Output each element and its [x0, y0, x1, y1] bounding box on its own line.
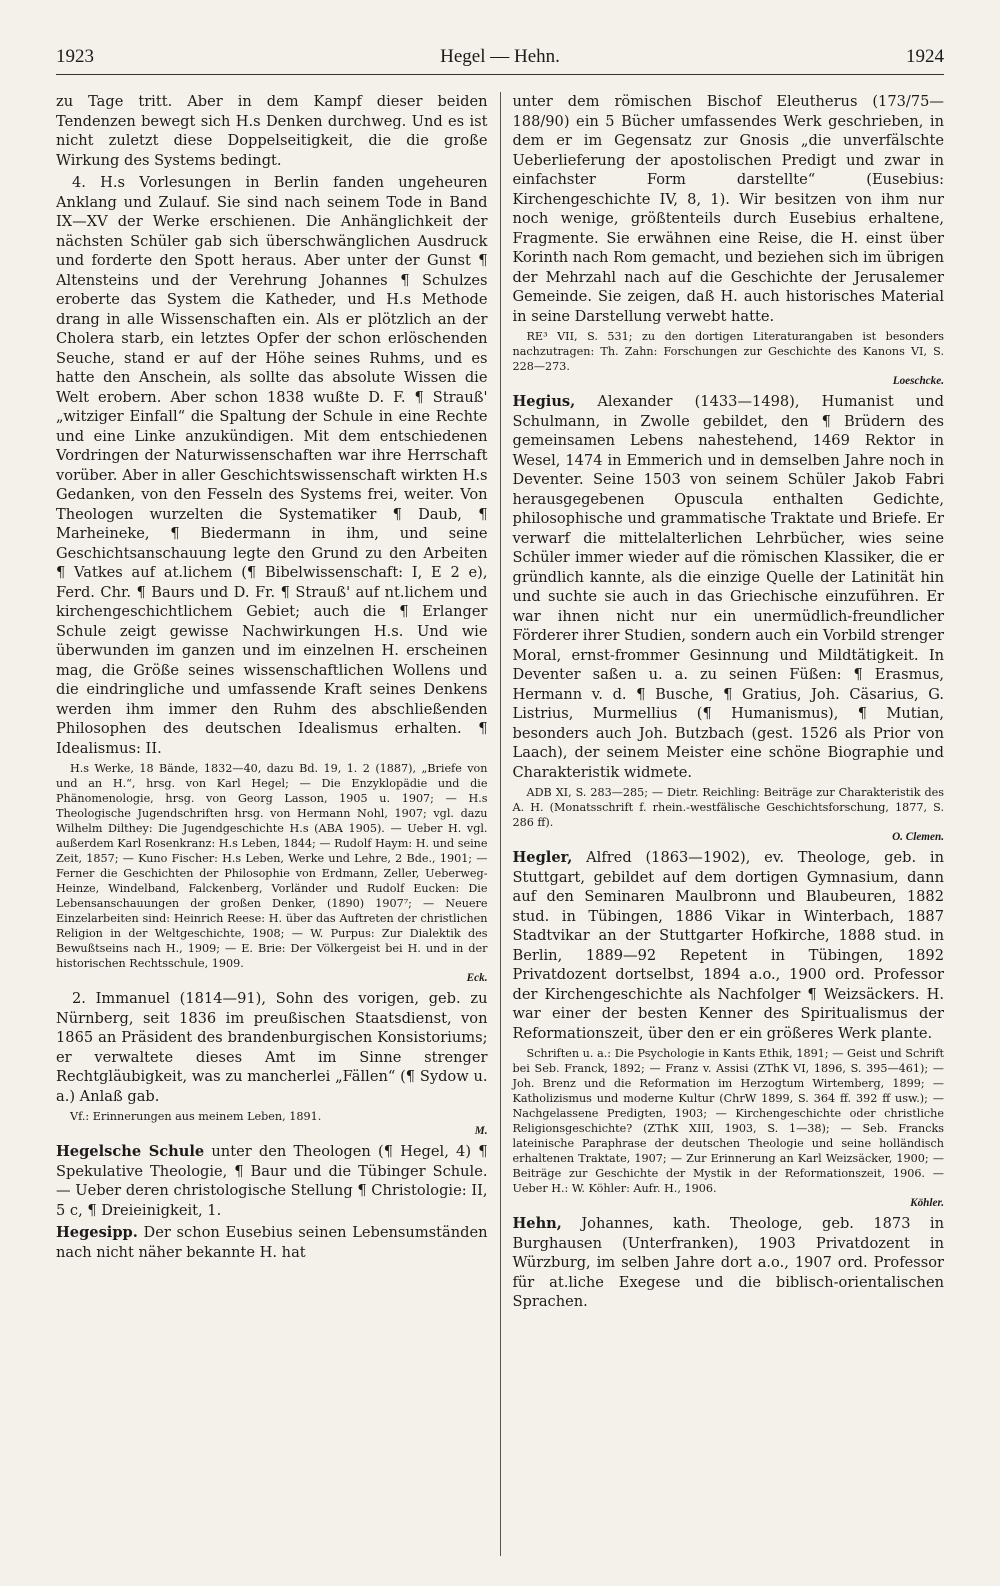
running-head: [56, 44, 944, 75]
body-paragraph: [56, 989, 488, 1106]
entry-headword: Hegius,: [512, 393, 576, 410]
paragraph-text: unter dem römischen Bischof Eleutherus (173/75—188/90) ein 5 Bücher umfassendes Werk geschrieben, in dem er im Gegensatz zur Gnosis „die unverfälschte Ueberlieferung der apostolischen Predigt und zwar in einfachster Form darstellte“ (Eusebius: Kirchengeschichte IV, 8, 1). Wir besitzen von ihm nur noch wenige, größtenteils durch Eusebius erhaltene, Fragmente. Sie erwähnen eine Reise, die H. einst über Korinth nach Rom gemacht, und beziehen sich im übrigen der Mehrzahl nach auf die Geschichte der Jerusalemer Gemeinde. Sie zeigen, daß H. auch historisches Material in seine Darstellung verwebt hatte.: [512, 93, 944, 325]
author-signature: Köhler.: [910, 1197, 944, 1209]
body-paragraph: [513, 92, 945, 326]
paragraph-text: 4. H.s Vorlesungen in Berlin fanden ungeheuren Anklang und Zulauf. Sie sind nach seinem Tode in Band IX—XV der Werke erschienen. Die Anhänglichkeit der nächsten Schüler gab sich überschwänglichen Ausdruck und forderte den Spott heraus. Aber unter der Gunst ¶ Altensteins und der Verehrung Johannes ¶ Schulzes eroberte das System die Katheder, und H.s Methode drang in alle Wissenschaften ein. Als er plötzlich an der Cholera starb, ein letztes Opfer der schon erlöschenden Seuche, stand er auf der Höhe seines Ruhms, und es hatte den Anschein, als sollte das absolute Wissen die Welt erobern. Aber schon 1838 wußte D. F. ¶ Strauß' „witziger Einfall“ die Spaltung der Schule in eine Rechte und eine Linke anzukündigen. Mit dem entschiedenen Vordringen der Naturwissenschaften war ihre Herrschaft vorüber. Aber in aller Geschichtswissenschaft wirkten H.s Gedanken, von den Fesseln des Systems frei, weiter. Von Theologen wurzelten die Systematiker ¶ Daub, ¶ Marheineke, ¶ Biedermann in ihm, und seine Geschichtsanschauung legte den Grund zu den Arbeiten ¶ Vatkes auf at.lichem (¶ Bibelwissenschaft: I, E 2 e), Ferd. Chr. ¶ Baurs und D. Fr. ¶ Strauß' auf nt.lichem und kirchengeschichtlichem Gebiet; auch die ¶ Erlanger Schule zeigt gewisse Nachwirkungen H.s. Und wie überwunden im ganzen und im einzelnen H. erscheinen mag, die Größe seines wissenschaftlichen Wollens und die eindringliche und umfassende Kraft seines Denkens werden ihm immer den Ruhm des abschließenden Philosophen des deutschen Idealismus erhalten. ¶ Idealismus: II.: [56, 174, 488, 757]
body-paragraph: [56, 1223, 488, 1262]
page-number-right: 1924: [906, 46, 944, 67]
paragraph-text: Alexander (1433—1498), Humanist und Schulmann, in Zwolle gebildet, den ¶ Brüdern des gemeinsamen Lebens nahestehend, 1469 Rektor in Wesel, 1474 in Emmerich und in demselben Jahre noch in Deventer. Seine 1503 von seinem Schüler Jakob Fabri herausgegebenen Opuscula enthalten Gedichte, philosophische und grammatische Traktate und Briefe. Er verwarf die mittelalterlichen Lehrbücher, wies seine Schüler immer wieder auf die römischen Klassiker, die er gründlich kannte, als die einzige Quelle der Latinität hin und suchte sie auch in das Griechische einzuführen. Er war ihnen nicht nur ein unermüdlich-freundlicher Förderer ihrer Studien, sondern auch ein Vorbild strenger Moral, ernst-frommer Gesinnung und Mildtätigkeit. In Deventer saßen u. a. zu seinen Füßen: ¶ Erasmus, Hermann v. d. ¶ Busche, ¶ Gratius, Joh. Cäsarius, G. Listrius, Murmellius (¶ Humanismus), ¶ Mutian, besonders auch Joh. Butzbach (gest. 1526 als Prior von Laach), der seinem Meister eine schöne Biographie und Charakteristik widmete.: [512, 393, 944, 781]
paragraph-text: ADB XI, S. 283—285; — Dietr. Reichling: Beiträge zur Charakteristik des A. H. (Monatsschrift f. rhein.-westfälische Geschichtsforschung, 1877, S. 286 ff).: [512, 786, 944, 829]
entry-headword: Hegesipp.: [56, 1224, 138, 1241]
paragraph-text: zu Tage tritt. Aber in dem Kampf dieser beiden Tendenzen bewegt sich H.s Denken durchweg. Und es ist nicht zuletzt diese Doppelseitigkeit, die die große Wirkung des Systems bedingt.: [56, 93, 488, 169]
paragraph-text: Johannes, kath. Theologe, geb. 1873 in Burghausen (Unterfranken), 1903 Privatdozent in Würzburg, im selben Jahre dort a.o., 1907 ord. Professor für at.liche Exegese und die biblisch-orientalischen Sprachen.: [512, 1215, 944, 1310]
author-signature: O. Clemen.: [892, 831, 944, 843]
body-paragraph: [56, 92, 488, 170]
body-paragraph: [56, 1142, 488, 1220]
author-signature: Eck.: [466, 972, 488, 984]
body-paragraph: [513, 1214, 945, 1312]
body-paragraph: [513, 848, 945, 1043]
body-paragraph: [513, 392, 945, 782]
running-title: Hegel — Hehn.: [440, 46, 560, 67]
paragraph-text: unter den Theologen (¶ Hegel, 4) ¶ Spekulative Theologie, ¶ Baur und die Tübinger Schule. — Ueber deren christologische Stellung ¶ Christologie: II, 5 c, ¶ Dreieinigkeit, 1.: [56, 1143, 488, 1219]
paragraph-text: Alfred (1863—1902), ev. Theologe, geb. in Stuttgart, gebildet auf dem dortigen Gymnasium, dann auf den Seminaren Maulbronn und Blaubeuren, 1882 stud. in Tübingen, 1886 Vikar in Winterbach, 1887 Stadtvikar an der Stuttgarter Hofkirche, 1888 stud. in Berlin, 1889—92 Repetent in Tübingen, 1892 Privatdozent dortselbst, 1894 a.o., 1900 ord. Professor der Kirchengeschichte als Nachfolger ¶ Weizsäckers. H. war einer der besten Kenner des Spiritualismus der Reformationszeit, über den er ein größeres Werk plante.: [512, 849, 944, 1042]
bibliography-paragraph: [513, 329, 945, 389]
text-columns: [56, 92, 944, 1556]
entry-headword: Hehn,: [512, 1215, 562, 1232]
bibliography-paragraph: [56, 761, 488, 986]
paragraph-text: RE³ VII, S. 531; zu den dortigen Literaturangaben ist besonders nachzutragen: Th. Zahn: Forschungen zur Geschichte des Kanons VI, S. 228—273.: [512, 330, 944, 373]
entry-headword: Hegler,: [512, 849, 573, 866]
bibliography-paragraph: [513, 785, 945, 845]
paragraph-text: Schriften u. a.: Die Psychologie in Kants Ethik, 1891; — Geist und Schrift bei Seb. Franck, 1892; — Franz v. Assisi (ZThK VI, 1896, S. 395—461); — Joh. Brenz und die Reformation im Herzogtum Wirtemberg, 1899; — Katholizismus und moderne Kultur (ChrW 1899, S. 364 ff. 392 ff usw.); — Nachgelassene Predigten, 1903; — Kirchengeschichte oder christliche Religionsgeschichte? (ZThK XIII, 1903, S. 1—38); — Seb. Francks lateinische Paraphrase der deutschen Theologie und seine holländisch erhaltenen Traktate, 1907; — Zur Erinnerung an Karl Weizsäcker, 1900; — Beiträge zur Geschichte der Mystik in der Reformationszeit, 1906. — Ueber H.: W. Köhler: Aufr. H., 1906.: [512, 1047, 944, 1195]
bibliography-paragraph: [56, 1109, 488, 1139]
author-signature: M.: [474, 1125, 488, 1137]
author-signature: Loeschcke.: [892, 375, 944, 387]
body-paragraph: [56, 173, 488, 758]
page-number-left: 1923: [56, 46, 94, 67]
right-column: [501, 92, 945, 1556]
left-column: [56, 92, 501, 1556]
paragraph-text: 2. Immanuel (1814—91), Sohn des vorigen, geb. zu Nürnberg, seit 1836 im preußischen Staatsdienst, von 1865 an Präsident des brandenburgischen Konsistoriums; er verwaltete dieses Amt im Sinne strenger Rechtgläubigkeit, was zu mancherlei „Fällen“ (¶ Sydow u. a.) Anlaß gab.: [56, 990, 488, 1105]
paragraph-text: H.s Werke, 18 Bände, 1832—40, dazu Bd. 19, 1. 2 (1887), „Briefe von und an H.“, hrsg. von Karl Hegel; — Die Enzyklopädie und die Phänomenologie, hrsg. von Georg Lasson, 1905 u. 1907; — H.s Theologische Jugendschriften hrsg. von Hermann Nohl, 1907; vgl. dazu Wilhelm Dilthey: Die Jugendgeschichte H.s (ABA 1905). — Ueber H. vgl. außerdem Karl Rosenkranz: H.s Leben, 1844; — Rudolf Haym: H. und seine Zeit, 1857; — Kuno Fischer: H.s Leben, Werke und Lehre, 2 Bde., 1901; — Ferner die Geschichten der Philosophie von Erdmann, Zeller, Ueberweg-Heinze, Windelband, Falckenberg, Vorländer und Rudolf Eucken: Die Lebensanschauungen der großen Denker, (1890) 1907⁷; — Neuere Einzelarbeiten sind: Heinrich Reese: H. über das Auftreten der christlichen Religion in der Weltgeschichte, 1908; — W. Purpus: Zur Dialektik des Bewußtseins nach H., 1909; — E. Brie: Der Völkergeist bei H. und in der historischen Rechtsschule, 1909.: [56, 762, 488, 970]
bibliography-paragraph: [513, 1046, 945, 1211]
entry-headword: Hegelsche Schule: [56, 1143, 205, 1160]
paragraph-text: Vf.: Erinnerungen aus meinem Leben, 1891.: [70, 1110, 322, 1123]
paragraph-text: Der schon Eusebius seinen Lebensumständen nach nicht näher bekannte H. hat: [56, 1224, 488, 1261]
